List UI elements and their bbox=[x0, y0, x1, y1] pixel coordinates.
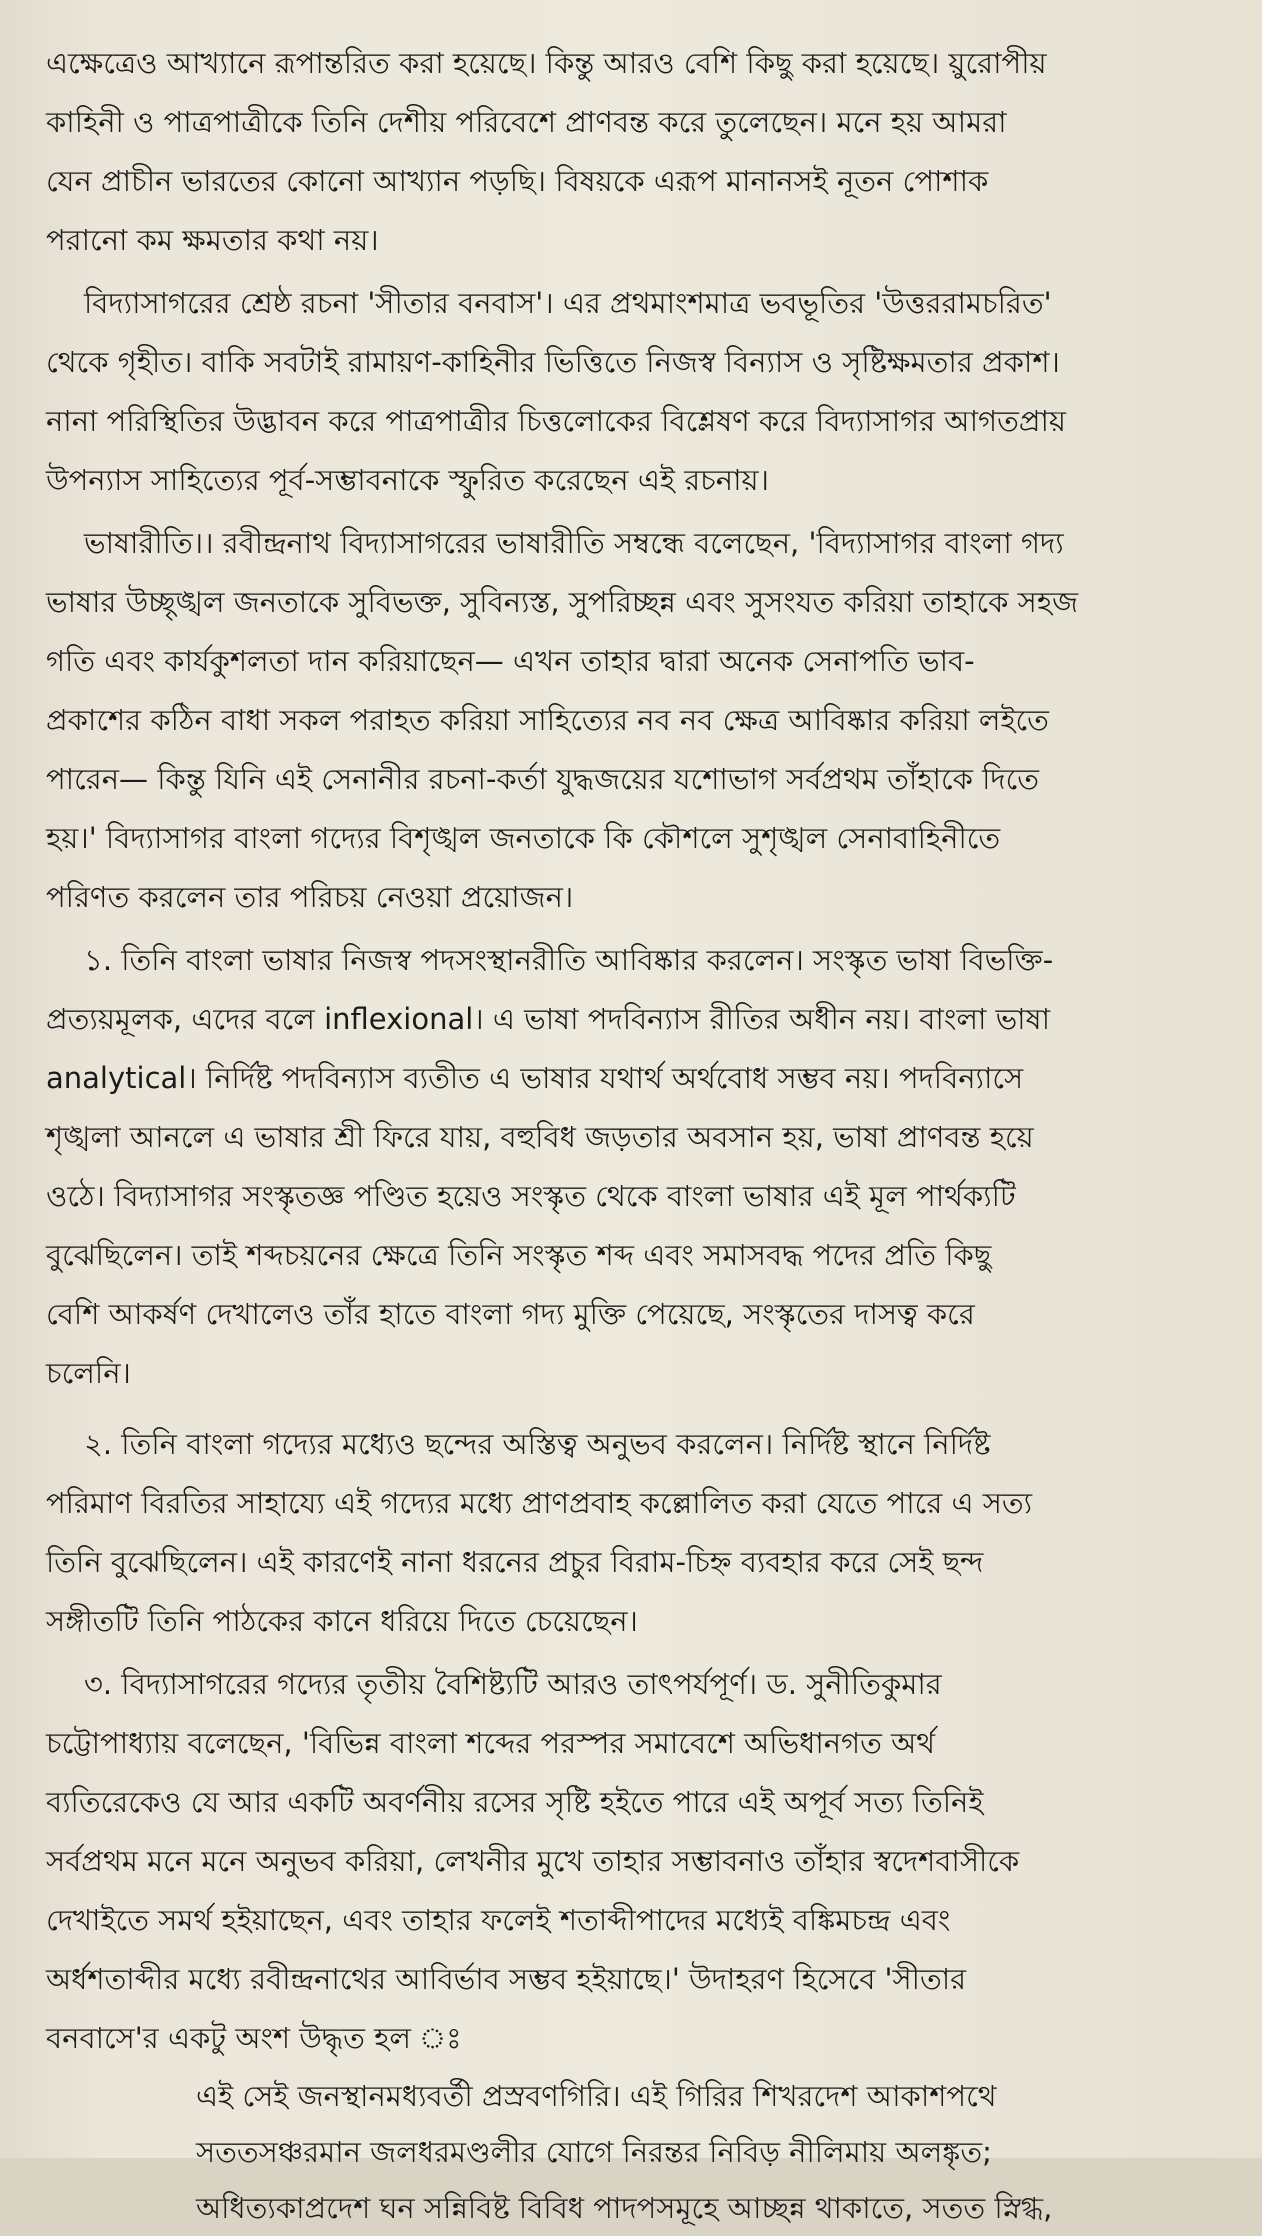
quote-line: এই সেই জনস্থানমধ্যবর্তী প্রস্রবণগিরি। এই গিরির শিখরদেশ আকাশপথে bbox=[196, 2079, 997, 2113]
paragraph-1 bbox=[46, 34, 1202, 270]
paragraph-5-point-2 bbox=[46, 1415, 1202, 1651]
text-line: সর্বপ্রথম মনে মনে অনুভব করিয়া, লেখনীর মুখে তাহার সম্ভাবনাও তাঁহার স্বদেশবাসীকে bbox=[46, 1844, 1020, 1878]
text-line: প্রত্যয়মূলক, এদের বলে inflexional। এ ভাষা পদবিন্যাস রীতির অধীন নয়। বাংলা ভাষা bbox=[46, 1002, 1050, 1036]
text-line: ১. তিনি বাংলা ভাষার নিজস্ব পদসংস্থানরীতি আবিষ্কার করলেন। সংস্কৃত ভাষা বিভক্তি- bbox=[84, 943, 1054, 977]
text-line: ২. তিনি বাংলা গদ্যের মধ্যেও ছন্দের অস্তিত্ব অনুভব করলেন। নির্দিষ্ট স্থানে নির্দিষ্ট bbox=[84, 1427, 991, 1461]
text-line: উপন্যাস সাহিত্যের পূর্ব-সম্ভাবনাকে স্ফুরিত করেছেন এই রচনায়। bbox=[46, 463, 769, 497]
paragraph-3-language-style bbox=[46, 514, 1202, 927]
text-line: থেকে গৃহীত। বাকি সবটাই রামায়ণ-কাহিনীর ভিত্তিতে নিজস্ব বিন্যাস ও সৃষ্টিক্ষমতার প্রকাশ। bbox=[46, 345, 1060, 379]
text-line: পরিমাণ বিরতির সাহায্যে এই গদ্যের মধ্যে প্রাণপ্রবাহ কল্লোলিত করা যেতে পারে এ সত্য bbox=[46, 1486, 1033, 1520]
text-line: ভাষার উচ্ছৃঙ্খল জনতাকে সুবিভক্ত, সুবিন্যস্ত, সুপরিচ্ছন্ন এবং সুসংযত করিয়া তাহাকে সহজ bbox=[46, 585, 1079, 619]
text-line: ব্যতিরেকেও যে আর একটি অবর্ণনীয় রসের সৃষ্টি হইতে পারে এই অপূর্ব সত্য তিনিই bbox=[46, 1785, 984, 1819]
text-line: পরিণত করলেন তার পরিচয় নেওয়া প্রয়োজন। bbox=[46, 880, 574, 914]
quote-line: অধিত্যকাপ্রদেশ ঘন সন্নিবিষ্ট বিবিধ পাদপসমূহে আচ্ছন্ন থাকাতে, সতত স্নিগ্ধ, bbox=[196, 2191, 1053, 2225]
text-line: সঙ্গীতটি তিনি পাঠকের কানে ধরিয়ে দিতে চেয়েছেন। bbox=[46, 1604, 638, 1638]
text-line: ভাষারীতি।। রবীন্দ্রনাথ বিদ্যাসাগরের ভাষারীতি সম্বন্ধে বলেছেন, 'বিদ্যাসাগর বাংলা গদ্য bbox=[84, 526, 1064, 560]
text-line: দেখাইতে সমর্থ হইয়াছেন, এবং তাহার ফলেই শতাব্দীপাদের মধ্যেই বঙ্কিমচন্দ্র এবং bbox=[46, 1903, 951, 1937]
text-line: ওঠে। বিদ্যাসাগর সংস্কৃতজ্ঞ পণ্ডিত হয়েও সংস্কৃত থেকে বাংলা ভাষার এই মূল পার্থক্যটি bbox=[46, 1179, 1016, 1213]
text-line: analytical। নির্দিষ্ট পদবিন্যাস ব্যতীত এ ভাষার যথার্থ অর্থবোধ সম্ভব নয়। পদবিন্যাসে bbox=[46, 1061, 1024, 1095]
text-line: বেশি আকর্ষণ দেখালেও তাঁর হাতে বাংলা গদ্য মুক্তি পেয়েছে, সংস্কৃতের দাসত্ব করে bbox=[46, 1297, 975, 1331]
text-line: প্রকাশের কঠিন বাধা সকল পরাহত করিয়া সাহিত্যের নব নব ক্ষেত্র আবিষ্কার করিয়া লইতে bbox=[46, 703, 1049, 737]
text-line: বুঝেছিলেন। তাই শব্দচয়নের ক্ষেত্রে তিনি সংস্কৃত শব্দ এবং সমাসবদ্ধ পদের প্রতি কিছু bbox=[46, 1238, 992, 1272]
text-line: বিদ্যাসাগরের শ্রেষ্ঠ রচনা 'সীতার বনবাস'। এর প্রথমাংশমাত্র ভবভূতির 'উত্তররামচরিত' bbox=[84, 286, 1052, 320]
text-line: গতি এবং কার্যকুশলতা দান করিয়াছেন— এখন তাহার দ্বারা অনেক সেনাপতি ভাব- bbox=[46, 644, 975, 678]
quoted-passage bbox=[46, 2068, 1202, 2236]
text-line: পরানো কম ক্ষমতার কথা নয়। bbox=[46, 223, 379, 257]
text-line: চলেনি। bbox=[46, 1356, 131, 1390]
text-line: বনবাসে'র একটু অংশ উদ্ধৃত হল ঃ bbox=[46, 2021, 462, 2055]
text-line: চট্টোপাধ্যায় বলেছেন, 'বিভিন্ন বাংলা শব্দের পরস্পর সমাবেশে অভিধানগত অর্থ bbox=[46, 1726, 935, 1760]
text-line: এক্ষেত্রেও আখ্যানে রূপান্তরিত করা হয়েছে। কিন্তু আরও বেশি কিছু করা হয়েছে। য়ুরোপীয় bbox=[46, 46, 1047, 80]
text-line: নানা পরিস্থিতির উদ্ভাবন করে পাত্রপাত্রীর চিত্তলোকের বিশ্লেষণ করে বিদ্যাসাগর আগতপ্রায় bbox=[46, 404, 1067, 438]
text-line: কাহিনী ও পাত্রপাত্রীকে তিনি দেশীয় পরিবেশে প্রাণবন্ত করে তুলেছেন। মনে হয় আমরা bbox=[46, 105, 1007, 139]
text-line: শৃঙ্খলা আনলে এ ভাষার শ্রী ফিরে যায়, বহুবিধ জড়তার অবসান হয়, ভাষা প্রাণবন্ত হয়ে bbox=[46, 1120, 1034, 1154]
paragraph-4-point-1 bbox=[46, 931, 1202, 1403]
text-line: যেন প্রাচীন ভারতের কোনো আখ্যান পড়ছি। বিষয়কে এরূপ মানানসই নূতন পোশাক bbox=[46, 164, 989, 198]
text-line: পারেন— কিন্তু যিনি এই সেনানীর রচনা-কর্তা যুদ্ধজয়ের যশোভাগ সর্বপ্রথম তাঁহাকে দিতে bbox=[46, 762, 1040, 796]
text-line: ৩. বিদ্যাসাগরের গদ্যের তৃতীয় বৈশিষ্ট্যটি আরও তাৎপর্যপূর্ণ। ড. সুনীতিকুমার bbox=[84, 1667, 942, 1701]
text-line: অর্ধশতাব্দীর মধ্যে রবীন্দ্রনাথের আবির্ভাব সম্ভব হইয়াছে।' উদাহরণ হিসেবে 'সীতার bbox=[46, 1962, 967, 1996]
text-line: তিনি বুঝেছিলেন। এই কারণেই নানা ধরনের প্রচুর বিরাম-চিহ্ন ব্যবহার করে সেই ছন্দ bbox=[46, 1545, 984, 1579]
quote-line: সততসঞ্চরমান জলধরমণ্ডলীর যোগে নিরন্তর নিবিড় নীলিমায় অলঙ্কৃত; bbox=[196, 2135, 992, 2169]
text-line: হয়।' বিদ্যাসাগর বাংলা গদ্যের বিশৃঙ্খল জনতাকে কি কৌশলে সুশৃঙ্খল সেনাবাহিনীতে bbox=[46, 821, 1001, 855]
paragraph-2 bbox=[46, 274, 1202, 510]
paragraph-6-point-3 bbox=[46, 1655, 1202, 2068]
